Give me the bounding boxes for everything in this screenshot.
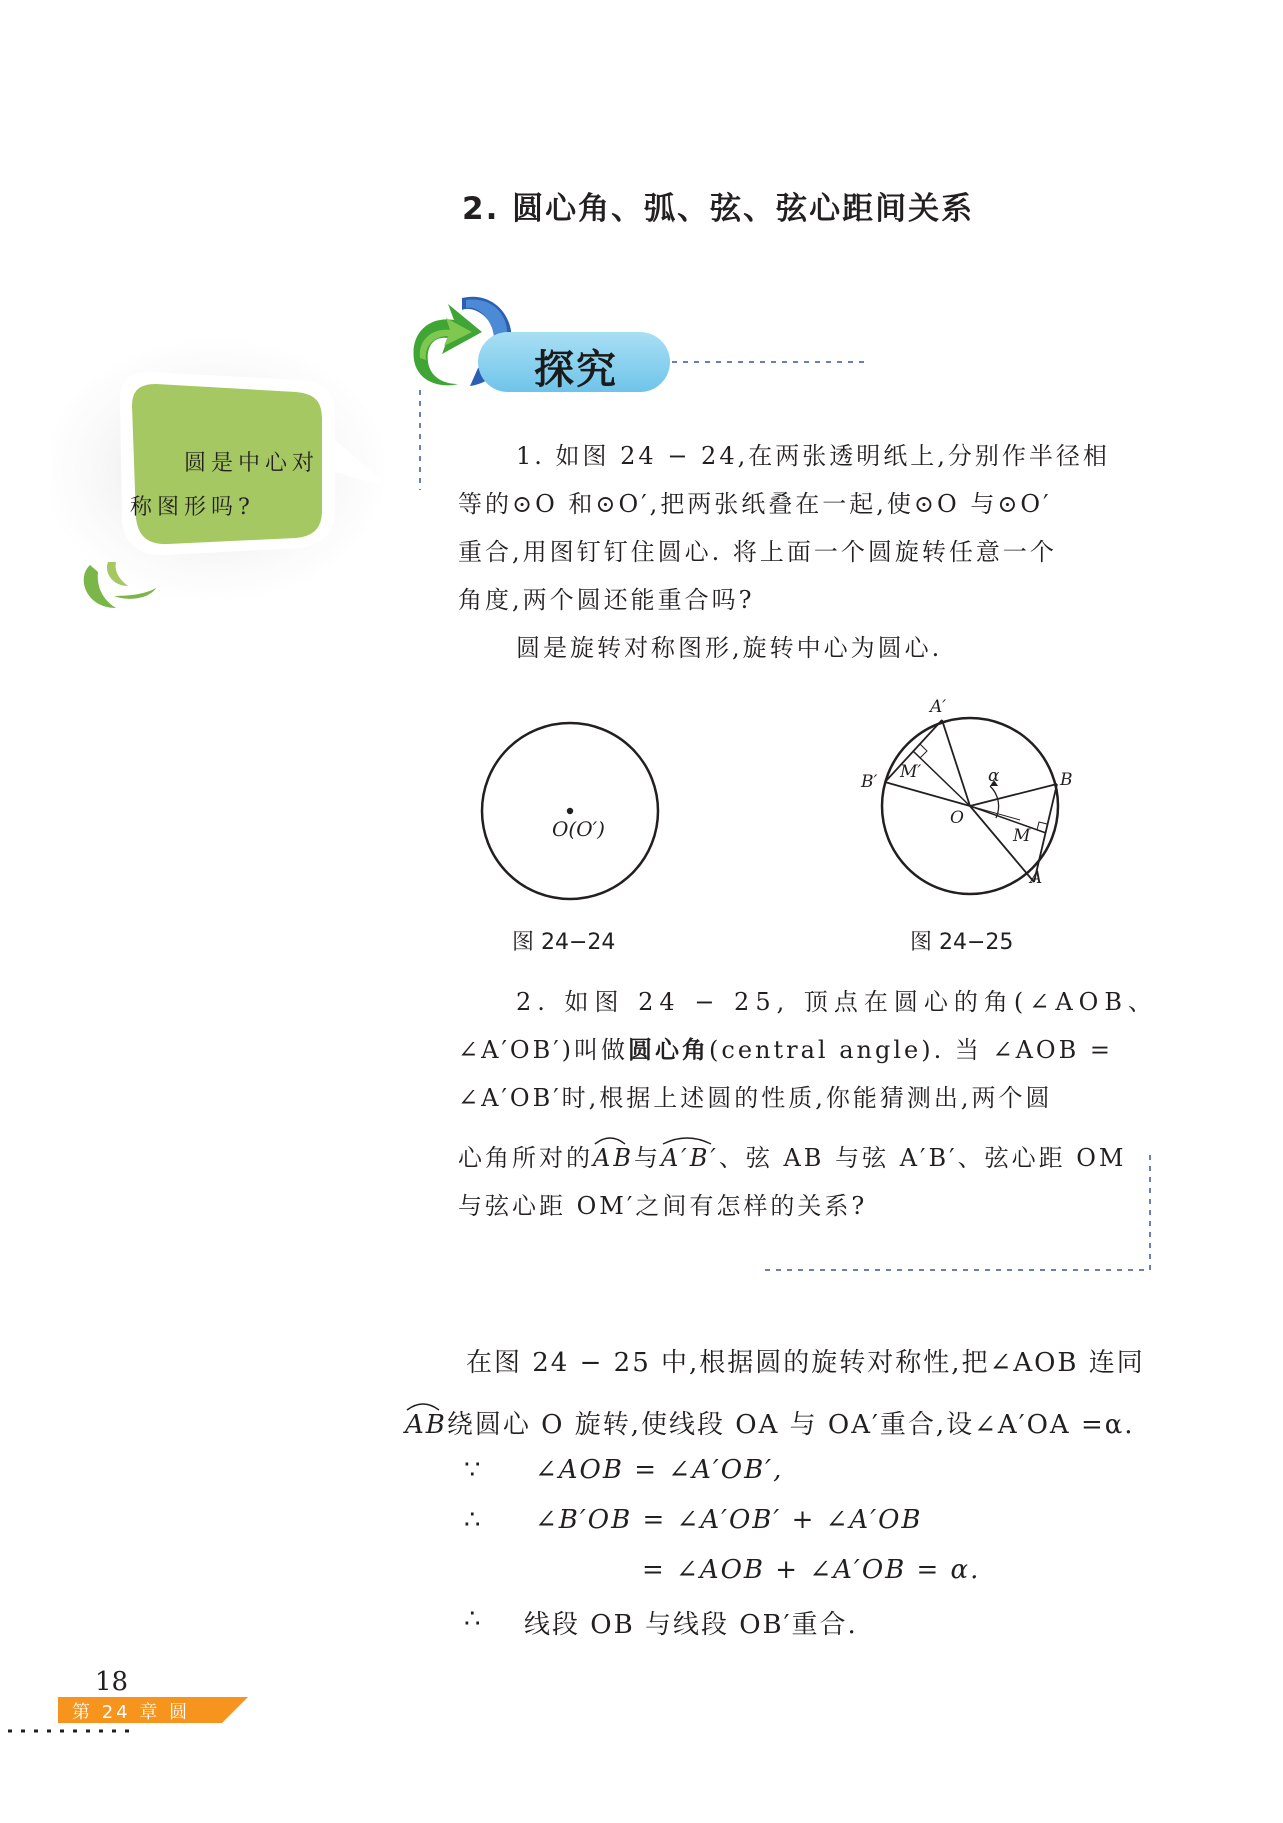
fig1-center-label: O(O′) (552, 817, 605, 841)
body-line-2-text: 绕圆心 O 旋转,使线段 OA 与 OA′重合,设∠A′OA =α. (446, 1410, 1135, 1440)
p2-line-2a: ∠A′OB′)叫做 (458, 1036, 629, 1064)
fig2-label-A: A (1030, 868, 1043, 888)
p1-line-4: 角度,两个圆还能重合吗? (458, 586, 755, 614)
fig2-label-alpha: α (988, 766, 1000, 786)
body-arc-AB-text: AB (405, 1410, 447, 1440)
figure-24-25 (870, 700, 1090, 910)
fig2-label-O: O (950, 808, 964, 828)
bubble-line-2: 称图形吗? (130, 495, 255, 520)
p2-line-3: ∠A′OB′时,根据上述圆的性质,你能猜测出,两个圆 (458, 1084, 1053, 1112)
therefore-symbol-1: ∴ (464, 1505, 483, 1535)
p1-line-1: 1. 如图 24 − 24,在两张透明纸上,分别作半径相 (516, 442, 1110, 470)
footer-dotted-line (8, 1728, 138, 1734)
fig2-label-A1: A′ (930, 697, 947, 717)
explore-label: 探究 (534, 347, 618, 393)
bubble-line-1: 圆是中心对 (184, 451, 320, 476)
p2-line-4c: 、弦 AB 与弦 A′B′、弦心距 OM (718, 1144, 1127, 1172)
arc-A1B1 (661, 1144, 719, 1172)
fig2-label-M1: M′ (900, 762, 922, 782)
p2-line-4b: 与 (633, 1144, 661, 1172)
arc-AB (593, 1144, 634, 1172)
page-number: 18 (95, 1667, 129, 1697)
fig2-caption: 图 24−25 (910, 930, 1014, 955)
p2-line-2 (458, 1030, 1113, 1065)
central-angle-term: 圆心角 (628, 1036, 710, 1064)
conclusion: 线段 OB 与线段 OB′重合. (524, 1610, 858, 1640)
arc-A1B1-text: A′B′ (660, 1144, 719, 1172)
p2-line-5: 与弦心距 OM′之间有怎样的关系? (458, 1192, 868, 1220)
figure-24-24 (470, 718, 670, 908)
section-title: 2. 圆心角、弧、弦、弦心距间关系 (462, 191, 975, 227)
therefore-symbol-2: ∴ (464, 1604, 483, 1634)
equation-1: ∠AOB = ∠A′OB′, (535, 1455, 784, 1485)
p2-line-4a: 心角所对的 (458, 1144, 593, 1172)
equation-3: = ∠AOB + ∠A′OB = α. (642, 1555, 981, 1585)
p1-line-3: 重合,用图钉钉住圆心. 将上面一个圆旋转任意一个 (458, 538, 1057, 566)
because-symbol: ∵ (464, 1455, 483, 1485)
body-line-2 (405, 1404, 1135, 1441)
p2-line-4 (458, 1138, 1126, 1173)
body-line-1: 在图 24 − 25 中,根据圆的旋转对称性,把∠AOB 连同 (466, 1348, 1145, 1378)
fig2-label-B1: B′ (861, 772, 878, 792)
p1-line-2: 等的⊙O 和⊙O′,把两张纸叠在一起,使⊙O 与⊙O′ (458, 490, 1052, 518)
fig2-label-M: M (1013, 826, 1031, 846)
chapter-label: 第 24 章 圆 (72, 1702, 191, 1723)
p2-line-1: 2. 如图 24 − 25, 顶点在圆心的角(∠AOB、 (516, 988, 1158, 1016)
equation-2: ∠B′OB = ∠A′OB′ + ∠A′OB (535, 1505, 923, 1535)
arc-AB-text: AB (593, 1144, 634, 1172)
fig2-label-B: B (1060, 770, 1073, 790)
p2-line-2c: (central angle). 当 ∠AOB = (709, 1036, 1113, 1064)
p1-line-5: 圆是旋转对称图形,旋转中心为圆心. (516, 634, 943, 662)
body-arc-AB (405, 1410, 447, 1440)
fig1-caption: 图 24−24 (512, 930, 616, 955)
